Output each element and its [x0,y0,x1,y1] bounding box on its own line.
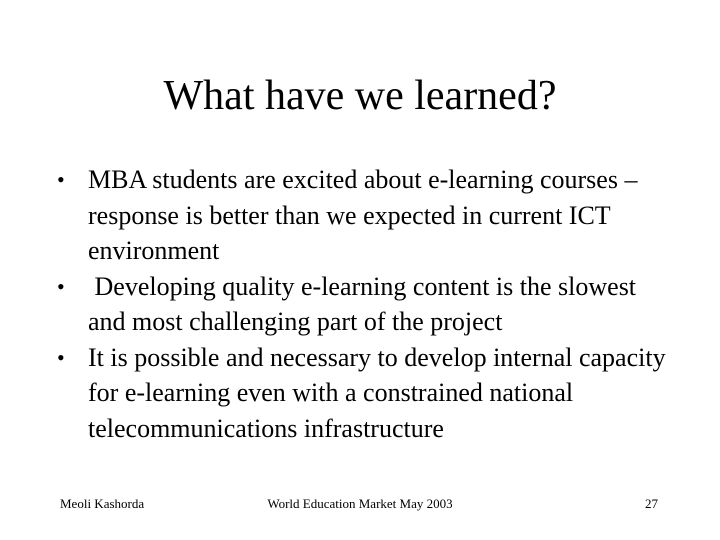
footer-page-number: 27 [645,496,658,511]
footer-event: World Education Market May 2003 [267,496,453,511]
bullet-dot-icon: • [57,167,65,192]
bullet-text: Developing quality e-learning content is the slowest and most challenging part of the project [88,271,643,336]
bullet-item [57,269,677,340]
slide-title: What have we learned? [163,73,557,119]
bullet-item [57,340,677,447]
bullet-dot-icon: • [57,344,65,370]
bullet-text: MBA students are excited about e-learning courses – response is better than we expected in current ICT environment [88,165,638,265]
footer-author: Meoli Kashorda [60,496,145,511]
bullet-item [57,162,677,269]
bullet-dot-icon: • [57,273,65,299]
bullet-text: It is possible and necessary to develop internal capacity for e-learning even with a constrained national telecommunications infrastructure [88,342,666,443]
bullet-list [57,162,677,446]
